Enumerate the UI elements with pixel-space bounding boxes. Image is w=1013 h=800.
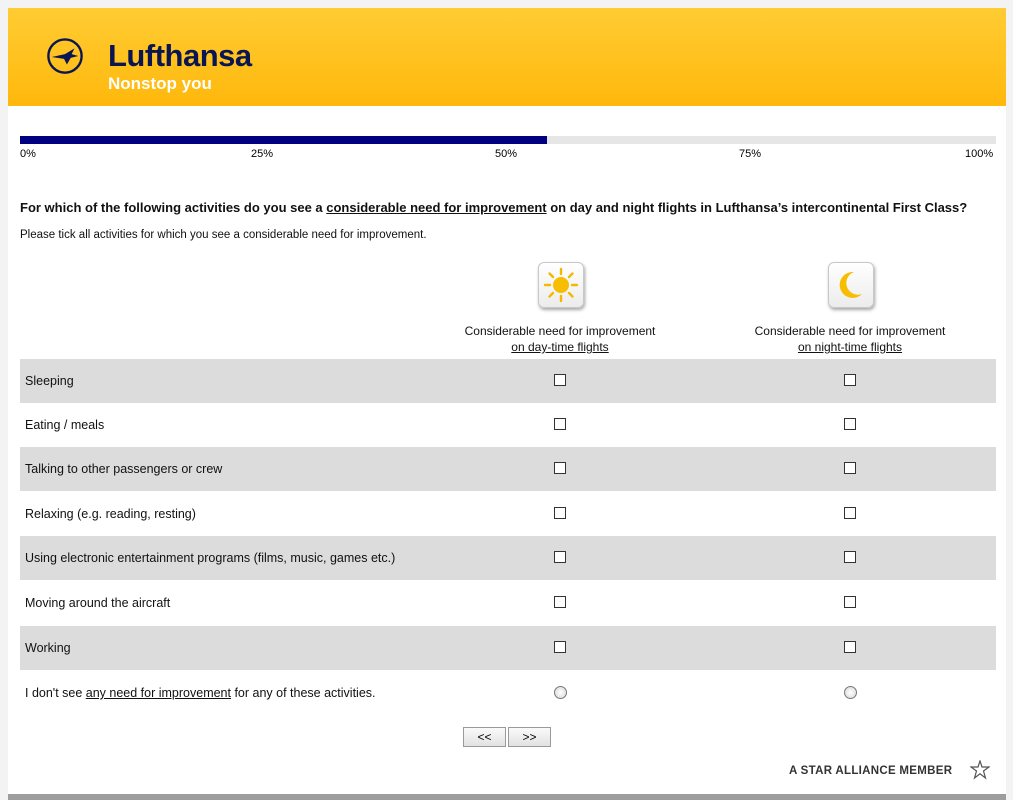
header-banner (8, 8, 1006, 106)
activity-row (20, 626, 996, 670)
star-alliance-text: A STAR ALLIANCE MEMBER (789, 765, 953, 777)
bottom-scroll-edge (8, 794, 1006, 800)
progress-label-25: 25% (251, 148, 274, 160)
column-header-day: Considerable need for improvement on day-time flights (464, 324, 656, 354)
night-icon-box (828, 262, 874, 308)
checkbox-night[interactable] (844, 374, 856, 386)
checkbox-night[interactable] (844, 641, 856, 653)
activity-row (20, 447, 996, 491)
activity-label: Moving around the aircraft (25, 596, 171, 610)
checkbox-night[interactable] (844, 418, 856, 430)
instruction-text: Please tick all activities for which you see a considerable need for improvement. (20, 229, 427, 241)
checkbox-night[interactable] (844, 507, 856, 519)
activity-label: Talking to other passengers or crew (25, 462, 223, 476)
checkbox-day[interactable] (554, 374, 566, 386)
question-text: For which of the following activities do you see a considerable need for improvement on day and night flights in Lufthansa’s intercontinental First Class? (20, 200, 968, 215)
activity-row (20, 536, 996, 580)
no-improvement-row (20, 671, 996, 715)
checkbox-day[interactable] (554, 418, 566, 430)
sun-icon (539, 263, 583, 307)
radio-night-none[interactable] (844, 686, 857, 699)
checkbox-night[interactable] (844, 596, 856, 608)
star-alliance-icon (970, 760, 990, 780)
progress-fill (20, 136, 547, 144)
activity-label: Sleeping (25, 374, 74, 388)
checkbox-day[interactable] (554, 641, 566, 653)
activity-row (20, 359, 996, 403)
checkbox-night[interactable] (844, 462, 856, 474)
activity-row (20, 581, 996, 625)
activity-label: Working (25, 641, 71, 655)
checkbox-night[interactable] (844, 551, 856, 563)
activity-label: Eating / meals (25, 418, 105, 432)
activity-label: Relaxing (e.g. reading, resting) (25, 507, 196, 521)
column-header-night: Considerable need for improvement on night-time flights (754, 324, 946, 354)
next-button[interactable]: >> (508, 727, 551, 747)
activity-row (20, 403, 996, 447)
checkbox-day[interactable] (554, 596, 566, 608)
checkbox-day[interactable] (554, 507, 566, 519)
activity-row (20, 492, 996, 536)
progress-bar (20, 136, 996, 144)
no-improvement-label: I don't see any need for improvement for any of these activities. (25, 686, 376, 700)
survey-page (8, 8, 1006, 798)
back-button[interactable]: << (463, 727, 506, 747)
checkbox-day[interactable] (554, 462, 566, 474)
moon-icon (829, 263, 873, 307)
brand-tagline: Nonstop you (108, 74, 212, 93)
brand-name: Lufthansa (108, 38, 252, 73)
question-emphasis: considerable need for improvement (326, 200, 547, 215)
checkbox-day[interactable] (554, 551, 566, 563)
radio-day-none[interactable] (554, 686, 567, 699)
activity-label: Using electronic entertainment programs (films, music, games etc.) (25, 551, 396, 565)
day-icon-box (538, 262, 584, 308)
lufthansa-crane-icon (46, 37, 84, 75)
progress-label-75: 75% (739, 148, 762, 160)
progress-label-100: 100% (965, 148, 994, 160)
progress-label-50: 50% (495, 148, 518, 160)
progress-label-0: 0% (20, 148, 36, 160)
